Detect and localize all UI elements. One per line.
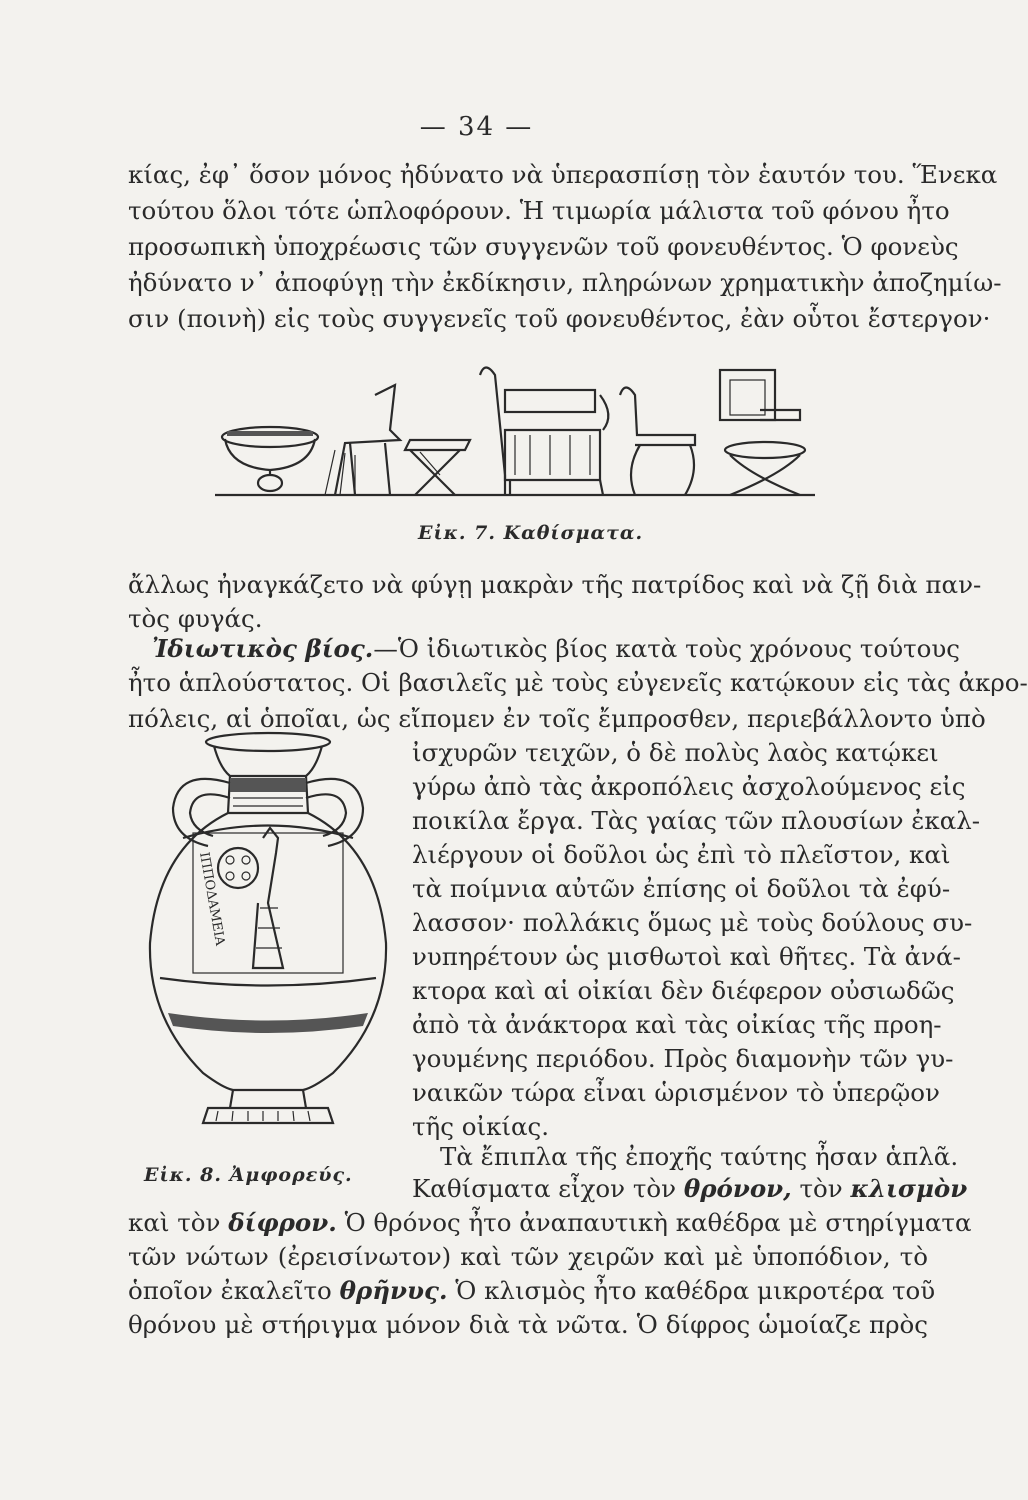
figure-7-caption: Εἰκ. 7. Καθίσματα. bbox=[418, 522, 644, 544]
text-line: κτορα καὶ αἱ οἰκίαι δὲν διέφερον οὐσιωδῶς bbox=[412, 976, 955, 1005]
text-run: Ὁ θρόνος ἦτο ἀναπαυτικὴ καθέδρα μὲ στηρίγματα bbox=[336, 1208, 972, 1237]
text-line: σιν (ποινὴ) εἰς τοὺς συγγενεῖς τοῦ φονευθέντος, ἐὰν οὗτοι ἔστεργον· bbox=[128, 304, 991, 333]
text-run: τὸν bbox=[791, 1174, 851, 1203]
text-line bbox=[128, 1208, 972, 1238]
text-run: Καθίσματα εἶχον τὸν bbox=[412, 1174, 684, 1203]
text-line: πόλεις, αἱ ὁποῖαι, ὡς εἴπομεν ἐν τοῖς ἔμπροσθεν, περιεβάλλοντο ὑπὸ bbox=[128, 704, 986, 733]
text-line: ἦτο ἁπλούστατος. Οἱ βασιλεῖς μὲ τοὺς εὐγενεῖς κατῴκουν εἰς τὰς ἀκρο- bbox=[128, 668, 1028, 697]
text-line: λασσον· πολλάκις ὅμως μὲ τοὺς δούλους συ- bbox=[412, 908, 973, 937]
text-run: ὁποῖον ἐκαλεῖτο bbox=[128, 1276, 340, 1305]
term-difros: δίφρον. bbox=[228, 1208, 337, 1237]
text-line: ἀπὸ τὰ ἀνάκτορα καὶ τὰς οἰκίας τῆς προη- bbox=[412, 1010, 942, 1039]
page-number: — 34 — bbox=[419, 112, 534, 142]
text-line: τούτου ὅλοι τότε ὡπλοφόρουν. Ἡ τιμωρία μάλιστα τοῦ φόνου ἦτο bbox=[128, 196, 950, 225]
text-line: ποικίλα ἔργα. Τὰς γαίας τῶν πλουσίων ἐκαλ- bbox=[412, 806, 981, 835]
term-klismos: κλισμὸν bbox=[850, 1174, 968, 1203]
text-line: τῶν νώτων (ἐρεισίνωτον) καὶ τῶν χειρῶν καὶ μὲ ὑποπόδιον, τὸ bbox=[128, 1242, 928, 1271]
text-line: Τὰ ἔπιπλα τῆς ἐποχῆς ταύτης ἦσαν ἁπλᾶ. bbox=[440, 1142, 959, 1171]
text-line: ἠδύνατο ν᾿ ἀποφύγῃ τὴν ἐκδίκησιν, πληρώνων χρηματικὴν ἀποζημίω- bbox=[128, 268, 1002, 297]
term-thrinys: θρῆνυς. bbox=[339, 1276, 448, 1305]
text-line: τῆς οἰκίας. bbox=[412, 1112, 550, 1141]
figure-8-amphora bbox=[138, 728, 398, 1153]
text-run: καὶ τὸν bbox=[128, 1208, 229, 1237]
text-line: τὸς φυγάς. bbox=[128, 604, 263, 633]
text-line: ναικῶν τώρα εἶναι ὡρισμένον τὸ ὑπερῷον bbox=[412, 1078, 940, 1107]
figure-7-chairs bbox=[205, 355, 825, 515]
text-line: κίας, ἐφ᾿ ὅσον μόνος ἠδύνατο νὰ ὑπερασπίσῃ τὸν ἑαυτόν του. Ἕνεκα bbox=[128, 160, 998, 189]
section-heading: Ἰδιωτικὸς βίος. bbox=[152, 634, 374, 663]
text-line: τὰ ποίμνια αὐτῶν ἐπίσης οἱ δοῦλοι τὰ ἐφύ- bbox=[412, 874, 951, 903]
text-line: νυπηρέτουν ὡς μισθωτοὶ καὶ θῆτες. Τὰ ἀνά- bbox=[412, 942, 961, 971]
term-thronos: θρόνον, bbox=[683, 1174, 792, 1203]
text-line: θρόνου μὲ στήριγμα μόνον διὰ τὰ νῶτα. Ὁ δίφρος ὡμοίαζε πρὸς bbox=[128, 1310, 928, 1339]
text-line: γουμένης περιόδου. Πρὸς διαμονὴν τῶν γυ- bbox=[412, 1044, 954, 1073]
text-line: προσωπικὴ ὑποχρέωσις τῶν συγγενῶν τοῦ φονευθέντος. Ὁ φονεὺς bbox=[128, 232, 959, 261]
text-line: γύρω ἀπὸ τὰς ἀκροπόλεις ἀσχολούμενος εἰς bbox=[412, 772, 966, 801]
text-line: λιέργουν οἱ δοῦλοι ὡς ἐπὶ τὸ πλεῖστον, καὶ bbox=[412, 840, 951, 869]
text-line bbox=[128, 1276, 936, 1306]
text-line bbox=[412, 1174, 968, 1204]
heading-text: —Ὁ ἰδιωτικὸς βίος κατὰ τοὺς χρόνους τούτους bbox=[373, 634, 961, 663]
section-heading-line bbox=[152, 634, 961, 664]
figure-8-caption: Εἰκ. 8. Ἀμφορεύς. bbox=[144, 1164, 353, 1186]
vase-inscription: ΙΠΠΟΔΑΜΕΙΑ bbox=[196, 851, 228, 947]
text-run: Ὁ κλισμὸς ἦτο καθέδρα μικροτέρα τοῦ bbox=[447, 1276, 936, 1305]
text-line: ἰσχυρῶν τειχῶν, ὁ δὲ πολὺς λαὸς κατῴκει bbox=[412, 738, 939, 767]
text-line: ἄλλως ἠναγκάζετο νὰ φύγῃ μακρὰν τῆς πατρίδος καὶ νὰ ζῇ διὰ παν- bbox=[128, 570, 982, 599]
